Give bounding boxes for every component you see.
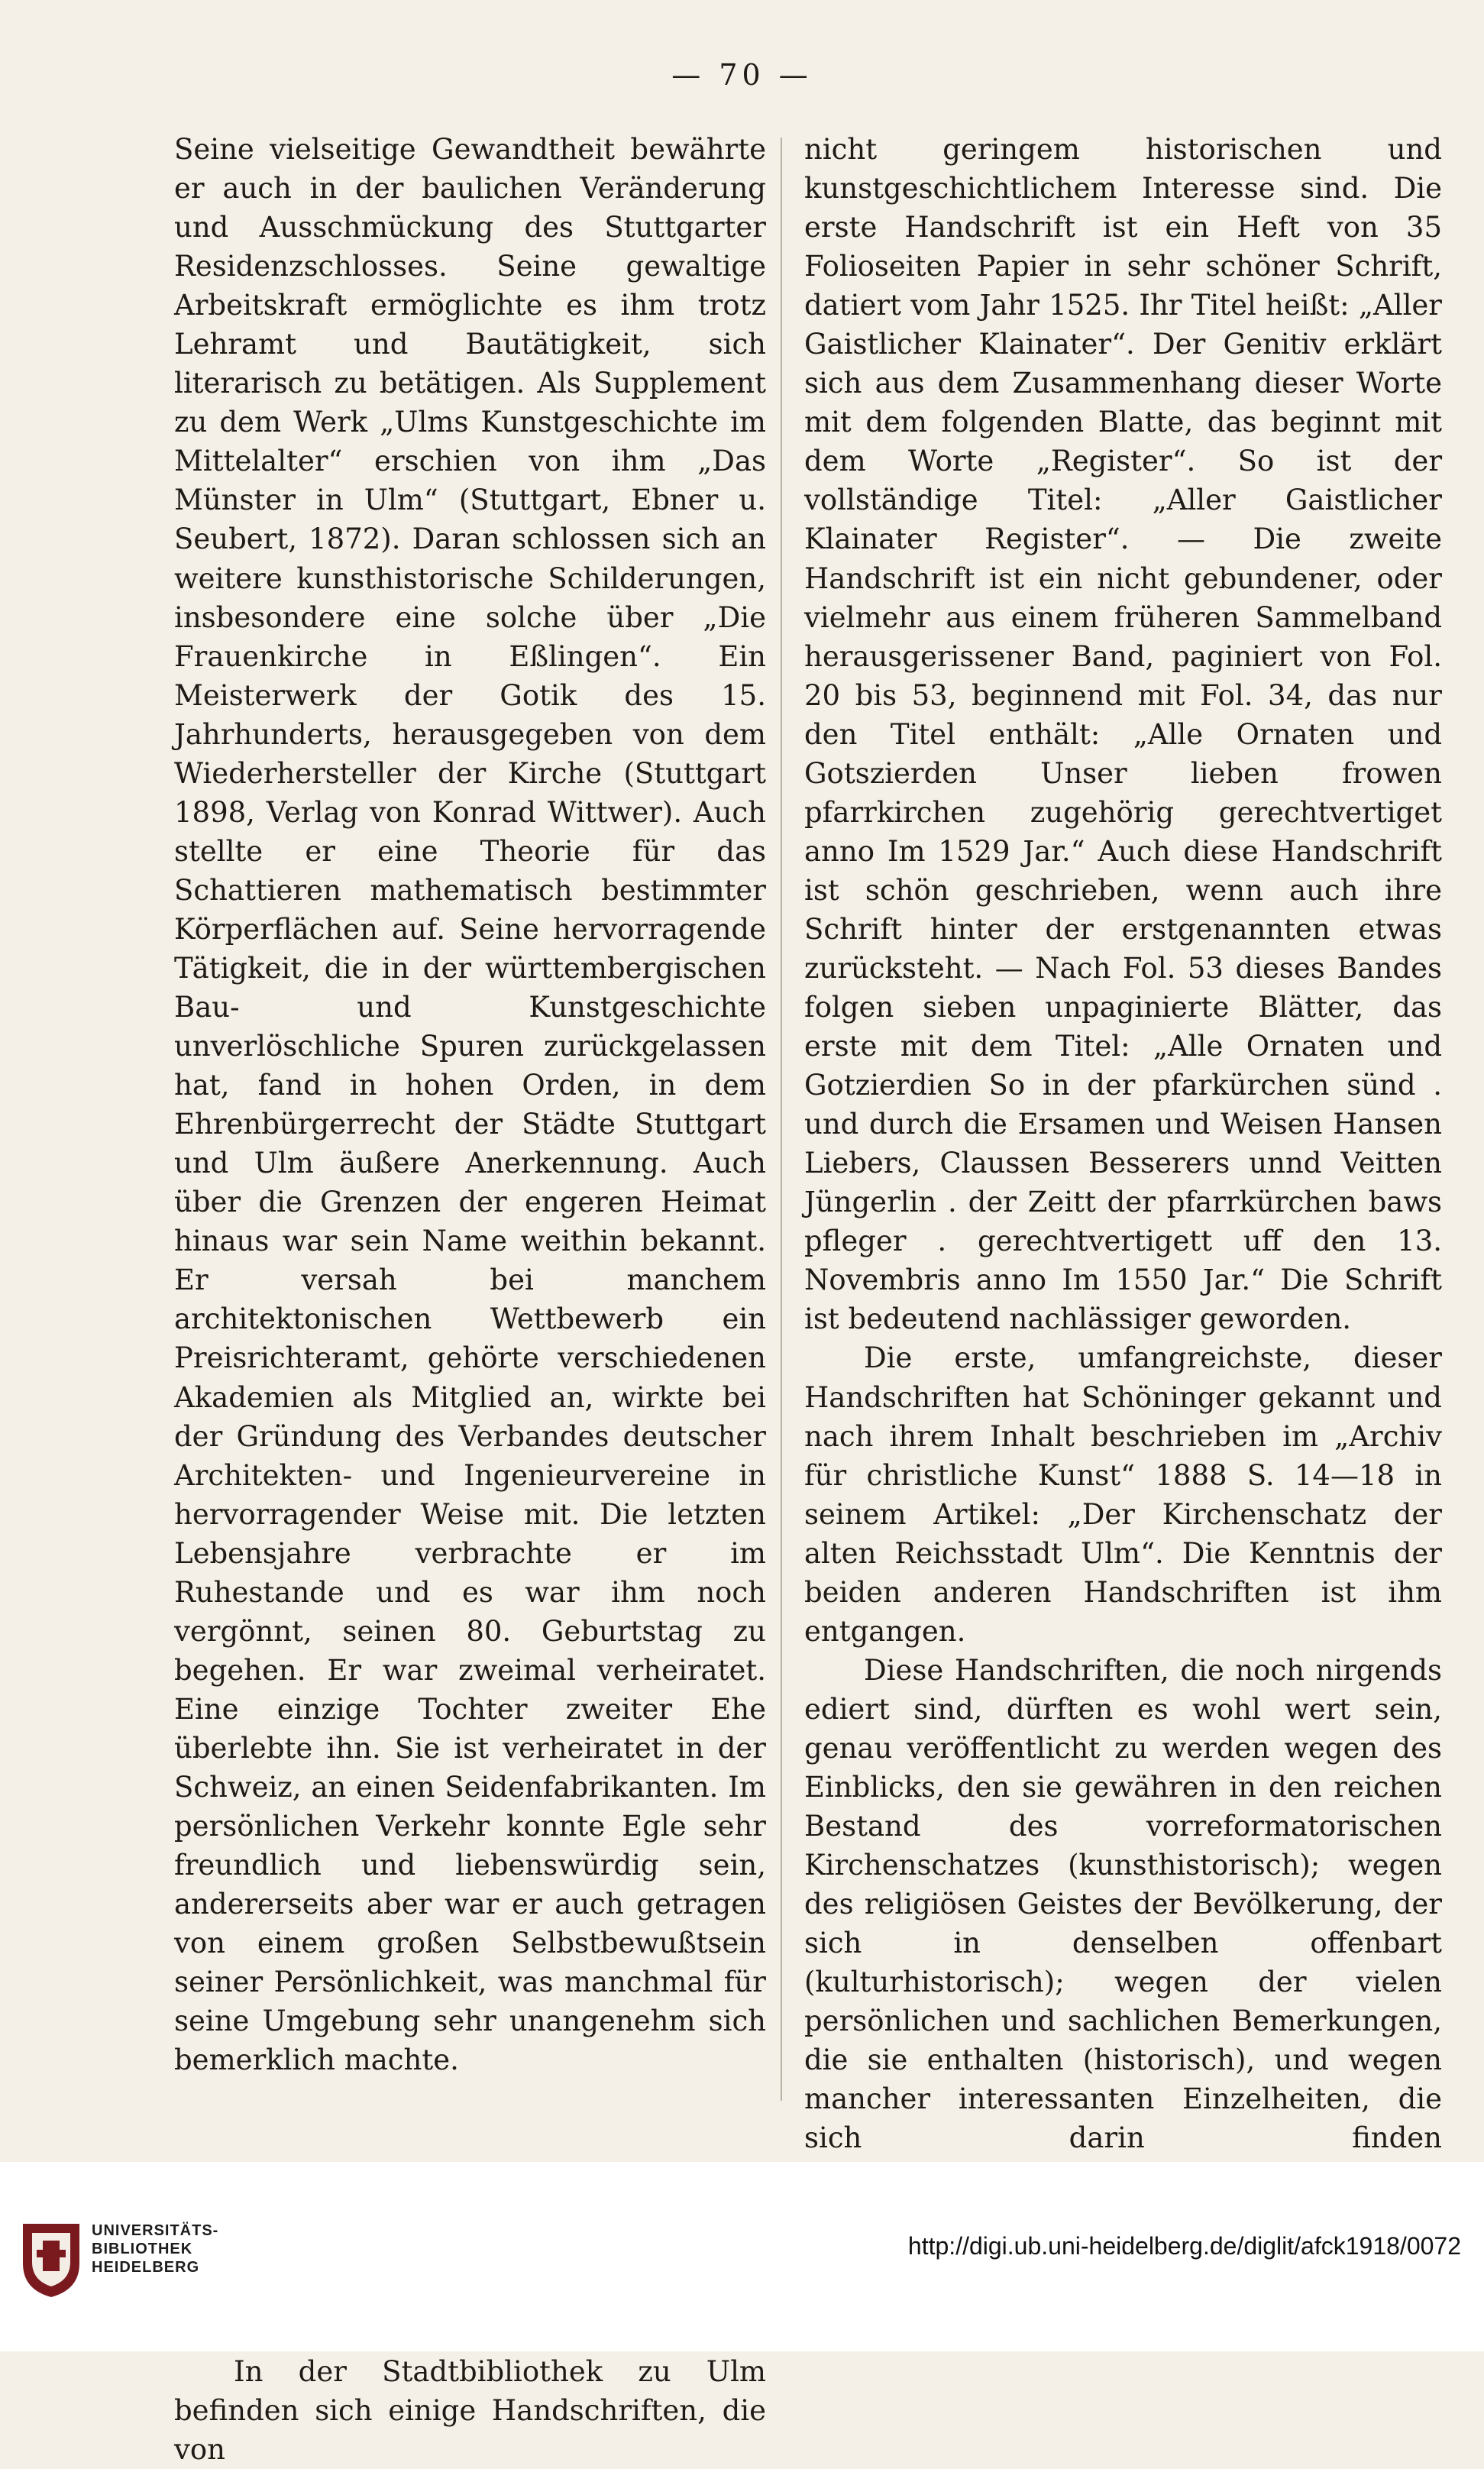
- body-paragraph: nicht geringem historischen und kunstgeschichtlichem Interesse sind. Die erste Handschrift ist ein Heft von 35 Folioseiten Papier in sehr schöner Schrift, datiert vom Jahr 1525. Ihr Titel heißt: „Aller Gaistlicher Klainater“. Der Genitiv erklärt sich aus dem Zusammenhang dieser Worte mit dem folgenden Blatte, das beginnt mit dem Worte „Register“. So ist der vollständige Titel: „Aller Gaistlicher Klainater Register“. — Die zweite Handschrift ist ein nicht gebundener, oder vielmehr aus einem früheren Sammelband herausgerissener Band, paginiert von Fol. 20 bis 53, beginnend mit Fol. 34, das nur den Titel enthält: „Alle Ornaten und Gotszierden Unser lieben frowen pfarrkirchen zugehörig gerechtvertiget anno Im 1529 Jar.“ Auch diese Handschrift ist schön geschrieben, wenn auch ihre Schrift hinter der erstgenannten etwas zurücksteht. — Nach Fol. 53 dieses Bandes folgen sieben unpaginierte Blätter, das erste mit dem Titel: „Alle Ornaten und Gotzierdien So in der pfarkürchen sünd . und durch die Ersamen und Weisen Hansen Liebers, Claussen Besserers unnd Veitten Jüngerlin . der Zeitt der pfarrkürchen baws pfleger . gerechtvertigett uff den 13. Novembris anno Im 1550 Jar.“ Die Schrift ist bedeutend nachlässiger geworden.: [804, 133, 1442, 1336]
- left-column: [174, 130, 766, 2469]
- body-paragraph: Die erste, umfangreichste, dieser Handschriften hat Schöninger gekannt und nach ihrem Inhalt beschrieben im „Archiv für christliche Kunst“ 1888 S. 14—18 in seinem Artikel: „Der Kirchenschatz der alten Reichsstadt Ulm“. Die Kenntnis der beiden anderen Handschriften ist ihm entgangen.: [804, 1341, 1442, 1648]
- right-column: [804, 130, 1442, 2236]
- column-divider: [781, 138, 782, 2101]
- library-name: [92, 2221, 218, 2276]
- body-paragraph: Diese Handschriften, die noch nirgends ediert sind, dürften es wohl wert sein, genau veröffentlicht zu werden wegen des Einblicks, den sie gewähren in den reichen Bestand des vorreformatorischen Kirchenschatzes (kunsthistorisch); wegen des religiösen Geistes der Bevölkerung, der sich in denselben offenbart (kulturhistorisch); wegen der vielen persönlichen und sachlichen Bemerkungen, die sie enthalten (historisch), und wegen mancher interessanten Einzelheiten, die sich darin finden: [804, 1653, 1442, 2155]
- page-number: — 70 —: [671, 58, 813, 92]
- source-url-link[interactable]: http://digi.ub.uni-heidelberg.de/diglit/afck1918/0072: [907, 2232, 1461, 2260]
- library-name-line: UNIVERSITÄTS-: [92, 2222, 219, 2239]
- university-seal-icon: [17, 2219, 86, 2299]
- body-paragraph: Seine vielseitige Gewandtheit bewährte er auch in der baulichen Veränderung und Ausschmückung des Stuttgarter Residenzschlosses. Seine gewaltige Arbeitskraft ermöglichte es ihm trotz Lehramt und Bautätigkeit, sich literarisch zu betätigen. Als Supplement zu dem Werk „Ulms Kunstgeschichte im Mittelalter“ erschien von ihm „Das Münster in Ulm“ (Stuttgart, Ebner u. Seubert, 1872). Daran schlossen sich an weitere kunsthistorische Schilderungen, insbesondere eine solche über „Die Frauenkirche in Eßlingen“. Ein Meisterwerk der Gotik des 15. Jahrhunderts, herausgegeben von dem Wiederhersteller der Kirche (Stuttgart 1898, Verlag von Konrad Wittwer). Auch stellte er eine Theorie für das Schattieren mathematisch bestimmter Körperflächen auf. Seine hervorragende Tätigkeit, die in der württembergischen Bau- und Kunstgeschichte unverlöschliche Spuren zurückgelassen hat, fand in hohen Orden, in dem Ehrenbürgerrecht der Städte Stuttgart und Ulm äußere Anerkennung. Auch über die Grenzen der engeren Heimat hinaus war sein Name weithin bekannt. Er versah bei manchem architektonischen Wettbewerb ein Preisrichteramt, gehörte verschiedenen Akademien als Mitglied an, wirkte bei der Gründung des Verbandes deutscher Architekten- und Ingenieurvereine in hervorragender Weise mit. Die letzten Lebensjahre verbrachte er im Ruhestande und es war ihm noch vergönnt, seinen 80. Geburtstag zu begehen. Er war zweimal verheiratet. Eine einzige Tochter zweiter Ehe überlebte ihn. Sie ist verheiratet in der Schweiz, an einen Seidenfabrikanten. Im persönlichen Verkehr konnte Egle sehr freundlich und liebenswürdig sein, andererseits aber war er auch getragen von einem großen Selbstbewußtsein seiner Persönlichkeit, was manchmal für seine Umgebung sehr unangenehm sich bemerklich machte.: [174, 133, 766, 2077]
- library-name-line: BIBLIOTHEK: [92, 2241, 193, 2257]
- library-footer: [0, 2162, 1484, 2351]
- library-name-line: HEIDELBERG: [92, 2259, 200, 2276]
- body-paragraph: In der Stadtbibliothek zu Ulm befinden sich einige Handschriften, die von: [174, 2354, 766, 2466]
